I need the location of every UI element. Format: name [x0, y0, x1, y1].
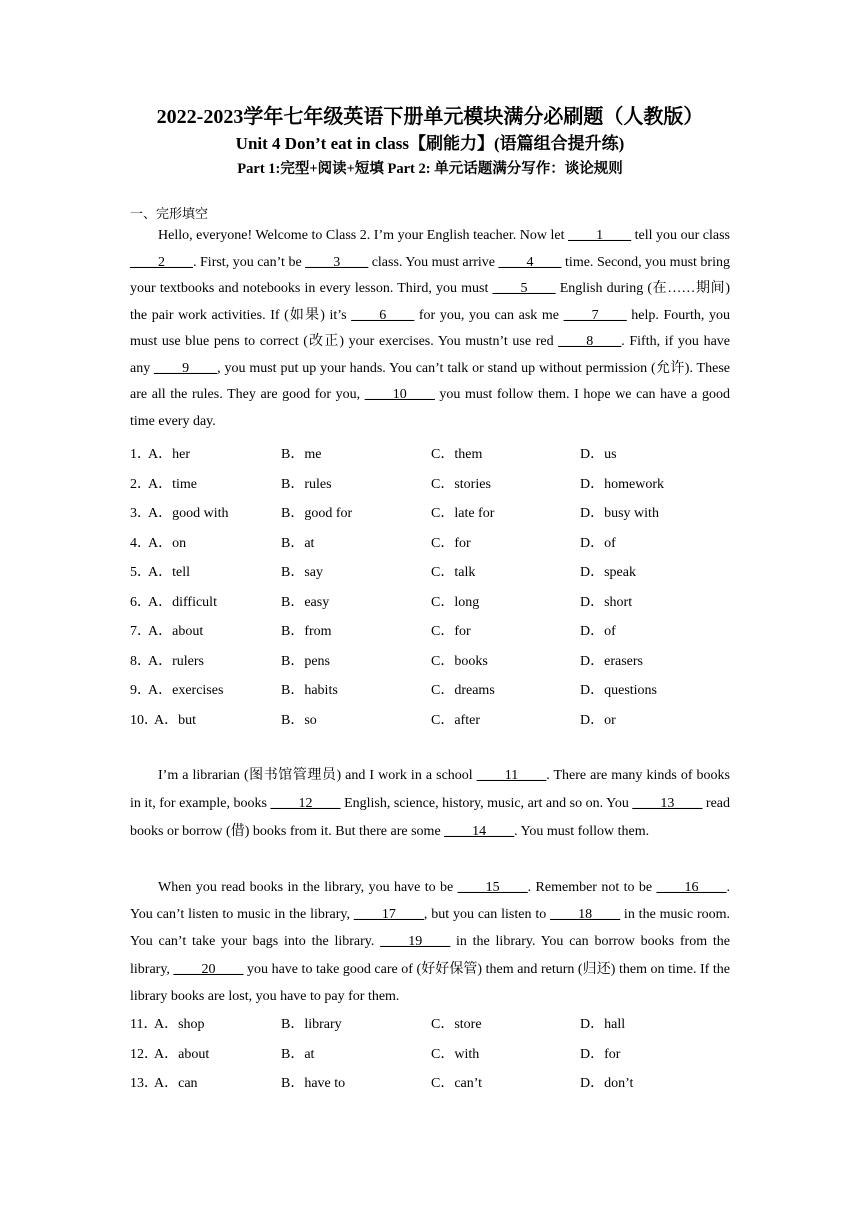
- blank-6: ____6____: [351, 307, 415, 323]
- options-list-2: [130, 1015, 730, 1104]
- option-b: B．easy: [281, 594, 330, 610]
- option-b: B．say: [281, 565, 323, 580]
- passage-text: When you read books in the library, you have to be: [158, 880, 458, 895]
- option-b: B．so: [281, 712, 317, 728]
- question-row: [130, 711, 730, 741]
- passage-text: you must follow them. I hope we can have a good time every day.: [130, 387, 731, 429]
- passage-text: in the library. You can borrow books from the library,: [130, 934, 731, 977]
- option-d: D．short: [580, 594, 633, 610]
- question-number: 10．: [130, 712, 158, 728]
- option-c: C．for: [431, 535, 471, 551]
- option-d: D．erasers: [580, 653, 643, 669]
- passage-text: help. Fourth, you must use blue pens to correct (改正) your exercises. You mustn’t use red: [130, 307, 730, 349]
- option-a: A．but: [154, 712, 196, 728]
- option-c: C．after: [431, 712, 480, 728]
- blank-10: ____10____: [364, 387, 435, 402]
- question-number: 7．: [130, 624, 151, 639]
- option-a: A．exercises: [148, 683, 224, 698]
- document-title: 2022-2023学年七年级英语下册单元模块满分必刷题（人教版）: [156, 106, 704, 128]
- option-d: D．don’t: [580, 1076, 634, 1091]
- option-a: A．time: [148, 476, 197, 492]
- passage-text: . First, you can’t be: [193, 254, 306, 270]
- option-b: B．have to: [281, 1076, 346, 1091]
- option-d: D．hall: [580, 1017, 626, 1032]
- option-a: A．difficult: [148, 594, 217, 610]
- option-b: B．library: [281, 1017, 342, 1032]
- cloze-passage-2-paragraph-1: [130, 762, 730, 846]
- option-c: C．store: [431, 1017, 482, 1032]
- blank-3: ____3____: [305, 254, 369, 270]
- question-row: [130, 563, 730, 593]
- option-d: D．questions: [580, 683, 657, 698]
- option-c: C．late for: [431, 506, 495, 521]
- blank-5: ____5____: [492, 281, 556, 296]
- passage-text: . Remember not to be: [527, 880, 657, 895]
- option-c: C．with: [431, 1046, 480, 1062]
- option-a: A．on: [148, 535, 187, 551]
- blank-14: ____14____: [444, 824, 515, 839]
- question-number: 4．: [130, 535, 151, 551]
- question-row: [130, 445, 730, 475]
- question-row: [130, 504, 730, 534]
- question-number: 11．: [130, 1017, 158, 1032]
- option-d: D．of: [580, 624, 616, 639]
- blank-1: ____1____: [568, 228, 632, 243]
- passage-text: for you, you can ask me: [414, 307, 564, 323]
- option-b: B．pens: [281, 653, 330, 669]
- blank-8: ____8____: [558, 334, 622, 349]
- passage-text: . Fifth, if you have any: [130, 334, 730, 376]
- option-c: C．books: [431, 653, 488, 669]
- option-b: B．habits: [281, 683, 338, 698]
- blank-4: ____4____: [498, 254, 562, 270]
- passage-text: you have to take good care of (好好保管) them and return (归还) them on time. If the library books are lost, you have to pay for them.: [130, 961, 730, 1004]
- option-a: A．can: [154, 1076, 198, 1091]
- option-d: D．busy with: [580, 506, 659, 521]
- question-row: [130, 681, 730, 711]
- blank-15: ____15____: [457, 880, 528, 895]
- blank-20: ____20____: [173, 961, 244, 977]
- passage-text: . You must follow them.: [514, 824, 650, 839]
- question-number: 3．: [130, 506, 151, 521]
- option-a: A．rulers: [148, 653, 204, 669]
- passage-text: tell you our class: [631, 228, 731, 243]
- option-b: B．from: [281, 624, 332, 639]
- document-subtitle: Unit 4 Don’t eat in class【刷能力】(语篇组合提升练): [235, 134, 625, 153]
- blank-12: ____12____: [270, 796, 341, 811]
- question-row: [130, 1074, 730, 1104]
- blank-17: ____17____: [353, 907, 424, 923]
- option-a: A．about: [154, 1046, 210, 1062]
- option-a: A．good with: [148, 506, 229, 521]
- blank-19: ____19____: [380, 934, 451, 950]
- blank-11: ____11____: [476, 768, 547, 783]
- passage-text: English, science, history, music, art and so on. You: [340, 796, 633, 811]
- question-number: 8．: [130, 653, 151, 669]
- passage-text: I’m a librarian (图书馆管理员) and I work in a school: [158, 768, 477, 783]
- question-number: 6．: [130, 594, 151, 610]
- question-row: [130, 1015, 730, 1045]
- passage-text: Hello, everyone! Welcome to Class 2. I’m your English teacher. Now let: [158, 228, 569, 243]
- option-c: C．dreams: [431, 683, 495, 698]
- options-list-1: [130, 445, 730, 740]
- passage-text: read books or borrow (借) books from it. But there are some: [130, 796, 730, 839]
- question-number: 12．: [130, 1046, 158, 1062]
- blank-2: ____2____: [130, 254, 193, 270]
- blank-9: ____9____: [154, 360, 218, 376]
- section-heading-cloze: 一、完形填空: [130, 207, 209, 222]
- option-c: C．stories: [431, 476, 491, 492]
- passage-text: . You can’t listen to music in the library,: [130, 880, 730, 923]
- option-b: B．me: [281, 447, 322, 462]
- option-d: D．speak: [580, 565, 636, 580]
- passage-text: , you must put up your hands. You can’t talk or stand up without permission (允许). These are all the rules. They are good for you,: [130, 360, 730, 402]
- question-row: [130, 593, 730, 623]
- option-b: B．good for: [281, 506, 353, 521]
- blank-7: ____7____: [563, 307, 627, 323]
- blank-16: ____16____: [656, 880, 727, 895]
- option-c: C．long: [431, 594, 480, 610]
- question-row: [130, 622, 730, 652]
- question-row: [130, 475, 730, 505]
- blank-13: ____13____: [632, 796, 703, 811]
- option-d: D．or: [580, 712, 616, 728]
- question-number: 5．: [130, 565, 151, 580]
- option-c: C．for: [431, 624, 471, 639]
- passage-text: . There are many kinds of books in it, for example, books: [130, 768, 730, 811]
- passage-text: time. Second, you must bring your textbooks and notebooks in every lesson. Third, you must: [130, 254, 730, 296]
- option-c: C．can’t: [431, 1076, 483, 1091]
- question-number: 2．: [130, 476, 151, 492]
- question-number: 13．: [130, 1076, 158, 1091]
- question-row: [130, 652, 730, 682]
- option-b: B．rules: [281, 476, 332, 492]
- question-row: [130, 534, 730, 564]
- document-parts-line: Part 1:完型+阅读+短填 Part 2: 单元话题满分写作：谈论规则: [237, 161, 623, 177]
- option-d: D．homework: [580, 476, 664, 492]
- question-row: [130, 1045, 730, 1075]
- option-a: A．tell: [148, 565, 190, 580]
- passage-text: , but you can listen to: [423, 907, 551, 923]
- option-a: A．shop: [154, 1017, 205, 1032]
- option-d: D．us: [580, 447, 617, 462]
- option-c: C．them: [431, 447, 483, 462]
- option-b: B．at: [281, 1046, 315, 1062]
- option-b: B．at: [281, 535, 315, 551]
- passage-text: class. You must arrive: [368, 254, 499, 270]
- option-d: D．for: [580, 1046, 621, 1062]
- option-c: C．talk: [431, 565, 476, 580]
- passage-text: English during (在……期间) the pair work activities. If (如果) it’s: [130, 281, 730, 323]
- cloze-passage-2-paragraph-2: [130, 874, 730, 1010]
- option-d: D．of: [580, 535, 616, 551]
- blank-18: ____18____: [550, 907, 621, 923]
- option-a: A．her: [148, 447, 190, 462]
- cloze-passage-1: [130, 223, 730, 435]
- passage-text: in the music room. You can’t take your bags into the library.: [130, 907, 730, 950]
- question-number: 1．: [130, 447, 151, 462]
- question-number: 9．: [130, 683, 151, 698]
- option-a: A．about: [148, 624, 204, 639]
